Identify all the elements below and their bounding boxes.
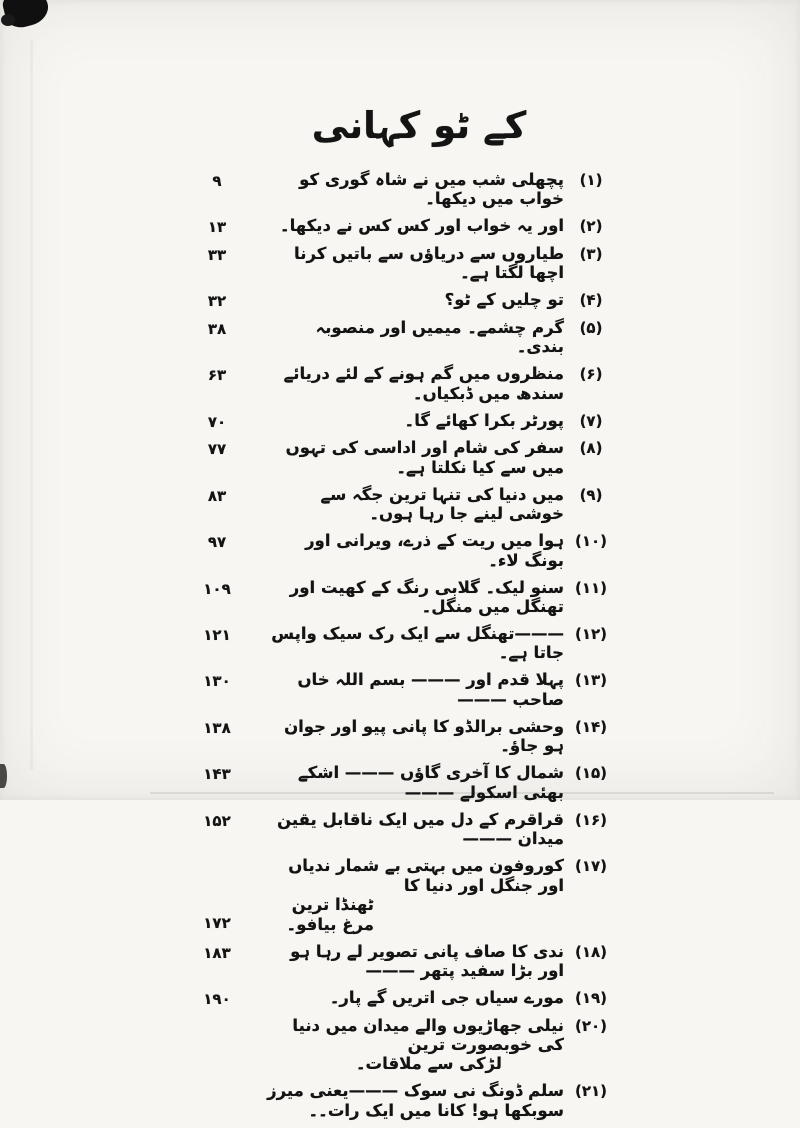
toc-item-page: ۱۳۸ <box>203 718 231 737</box>
toc-row <box>178 578 618 617</box>
toc-item-page: ۱۳ <box>207 218 227 237</box>
toc-item-text: میں دنیا کی تنہا ترین جگہ سے خوشی لینے جا رہا ہوں۔ <box>320 484 564 524</box>
toc-item-text: سفر کی شام اور اداسی کی تہوں میں سے کیا نکلتا ہے۔ <box>285 438 564 477</box>
toc-item-page: ۳۳ <box>207 245 227 264</box>
toc-item-text: ہوا میں ریت کے ذرے، ویرانی اور بونگ لاء۔ <box>305 531 564 570</box>
toc-item-title <box>256 670 564 709</box>
toc-item-title <box>256 318 564 357</box>
toc-item-page: ۸۳ <box>207 486 227 505</box>
toc-row <box>178 624 618 663</box>
toc-row <box>178 1016 618 1074</box>
toc-item-page: ۱۹۰ <box>203 990 231 1008</box>
toc-item-text: منظروں میں گم ہونے کے لئے دریائے سندھ میں ڈبکیاں۔ <box>283 364 564 403</box>
toc-row <box>178 531 618 570</box>
toc-item-text: مورے سیاں جی اتریں گے پار۔ <box>329 988 564 1007</box>
toc-row <box>178 170 618 209</box>
toc-list <box>178 170 618 1128</box>
toc-item-number: (۵) <box>579 318 603 337</box>
toc-row <box>178 717 618 756</box>
toc-item-number: (۱۳) <box>574 671 608 690</box>
toc-item-title <box>256 1016 564 1074</box>
toc-item-number: (۳) <box>579 244 603 263</box>
toc-item-page: ۷۷ <box>207 440 227 459</box>
toc-item-page: ۷۰ <box>207 412 227 431</box>
toc-item-page: ۱۲۱ <box>203 626 231 644</box>
toc-item-number: (۱۲) <box>574 625 608 643</box>
toc-item-page: ۶۳ <box>207 366 227 385</box>
toc-row <box>178 485 618 524</box>
toc-item-text-line2: لڑکی سے ملاقات۔ <box>355 1054 502 1074</box>
toc-row <box>178 364 618 403</box>
toc-item-number: (۱۶) <box>574 810 608 829</box>
toc-item-number: (۹) <box>579 485 603 504</box>
toc-item-text: تو چلیں کے ٹو؟ <box>444 290 564 310</box>
toc-row <box>178 438 618 477</box>
toc-item-text: شمال کا آخری گاؤں ——— اشکے بھئی اسکولے ——— <box>297 763 564 802</box>
toc-item-title <box>256 1081 564 1120</box>
toc-item-title <box>256 438 564 477</box>
toc-item-text: وحشی برالڈو کا پانی پیو اور جوان ہو جاؤ۔ <box>284 716 564 756</box>
toc-item-page: ۱۵۲ <box>203 811 231 830</box>
toc-item-text: ———تھنگل سے ایک رک سیک واپس جاتا ہے۔ <box>271 624 564 663</box>
toc-item-title <box>256 290 564 310</box>
toc-item-text: قراقرم کے دل میں ایک ناقابل یقین میدان ——— <box>277 809 564 849</box>
toc-item-number: (۱۸) <box>574 942 608 961</box>
toc-item-title <box>256 531 564 570</box>
toc-item-page <box>178 1016 256 1074</box>
toc-row <box>178 290 618 310</box>
toc-item-text: گرم چشمے۔ میمیں اور منصوبہ بندی۔ <box>315 317 564 357</box>
toc-item-text: پورٹر بکرا کھائے گا۔ <box>404 410 564 430</box>
toc-row <box>178 856 618 934</box>
toc-item-title <box>256 717 564 756</box>
toc-item-text: طیاروں سے دریاؤں سے باتیں کرنا اچھا لگتا ہے۔ <box>294 243 564 283</box>
toc-item-page: ۳۸ <box>207 319 227 338</box>
toc-row <box>178 411 618 431</box>
toc-item-title <box>256 244 564 283</box>
scan-artifact-left-edge-mark <box>0 764 7 788</box>
toc-item-title <box>256 942 564 981</box>
toc-item-number: (۱۱) <box>574 578 608 597</box>
toc-row <box>178 988 618 1008</box>
toc-item-number: (۱۴) <box>574 717 608 736</box>
toc-item-text: نیلی جھاڑیوں والے میدان میں دنیا کی خوبصورت ترین <box>292 1015 564 1054</box>
scan-artifact-top-left-dot <box>1 14 15 26</box>
toc-item-page <box>178 1081 256 1120</box>
toc-item-number: (۷) <box>579 411 603 430</box>
toc-item-number: (۴) <box>579 291 603 310</box>
toc-row <box>178 763 618 802</box>
toc-item-title <box>256 485 564 524</box>
toc-item-page: ۹ <box>212 172 222 190</box>
toc-item-page: ۱۸۳ <box>203 943 231 962</box>
scan-artifact-left-shade <box>30 40 33 770</box>
toc-row <box>178 318 618 357</box>
toc-item-number: (۲) <box>579 217 603 236</box>
toc-item-number: (۱۷) <box>574 857 608 876</box>
toc-row <box>178 216 618 236</box>
toc-item-page: ۱۴۳ <box>203 765 231 784</box>
toc-item-number: (۱۰) <box>574 532 608 551</box>
toc-item-number: (۱۵) <box>574 764 608 783</box>
toc-item-text: سنو لیک۔ گلابی رنگ کے کھیت اور تھنگل میں منگل۔ <box>289 577 564 617</box>
toc-item-page: ۱۳۰ <box>203 672 231 691</box>
toc-row <box>178 1081 618 1120</box>
toc-item-title <box>256 624 564 663</box>
toc-item-number: (۲۱) <box>574 1082 608 1101</box>
toc-item-title <box>256 810 564 849</box>
toc-item-number: (۲۰) <box>574 1016 608 1035</box>
toc-item-title <box>256 578 564 617</box>
toc-item-title <box>256 988 564 1008</box>
toc-item-text: کوروفون میں بہتی بے شمار ندیاں اور جنگل اور دنیا کا <box>288 856 564 895</box>
toc-item-title <box>256 216 564 236</box>
toc-row <box>178 670 618 709</box>
toc-item-page: ۱۰۹ <box>203 579 231 598</box>
toc-row <box>178 244 618 283</box>
toc-item-page: ۱۷۲ <box>203 914 231 933</box>
toc-item-number: (۱) <box>579 171 603 189</box>
toc-row <box>178 942 618 981</box>
toc-item-text-line2: ٹھنڈا ترین مرغ بیافو۔ <box>286 895 374 934</box>
toc-item-text: سلم ڈونگ نی سوک ———یعنی میرز سوبکھا ہو! کانا میں ایک رات۔۔ <box>267 1081 564 1120</box>
toc-item-text: پچھلی شب میں نے شاہ گوری کو خواب میں دیکھا۔ <box>299 170 564 209</box>
toc-item-title <box>256 411 564 431</box>
toc-item-text: ندی کا صاف پانی تصویر لے رہا ہو اور بڑا سفید پتھر ——— <box>290 941 564 981</box>
toc-item-number: (۶) <box>579 365 603 384</box>
toc-item-title <box>256 364 564 403</box>
toc-item-title <box>256 763 564 802</box>
toc-item-page: ۳۲ <box>207 292 227 311</box>
toc-row <box>178 810 618 849</box>
toc-item-title <box>256 170 564 209</box>
toc-item-text: اور یہ خواب اور کس کس نے دیکھا۔ <box>279 216 564 236</box>
page-title: کے ٹو کہانی <box>311 104 527 147</box>
toc-item-page: ۹۷ <box>207 533 227 552</box>
toc-item-title <box>256 856 564 934</box>
toc-item-number: (۱۹) <box>574 989 608 1007</box>
toc-item-text: پہلا قدم اور ——— بسم اللہ خاں صاحب ——— <box>297 670 564 709</box>
toc-item-number: (۸) <box>579 439 603 458</box>
